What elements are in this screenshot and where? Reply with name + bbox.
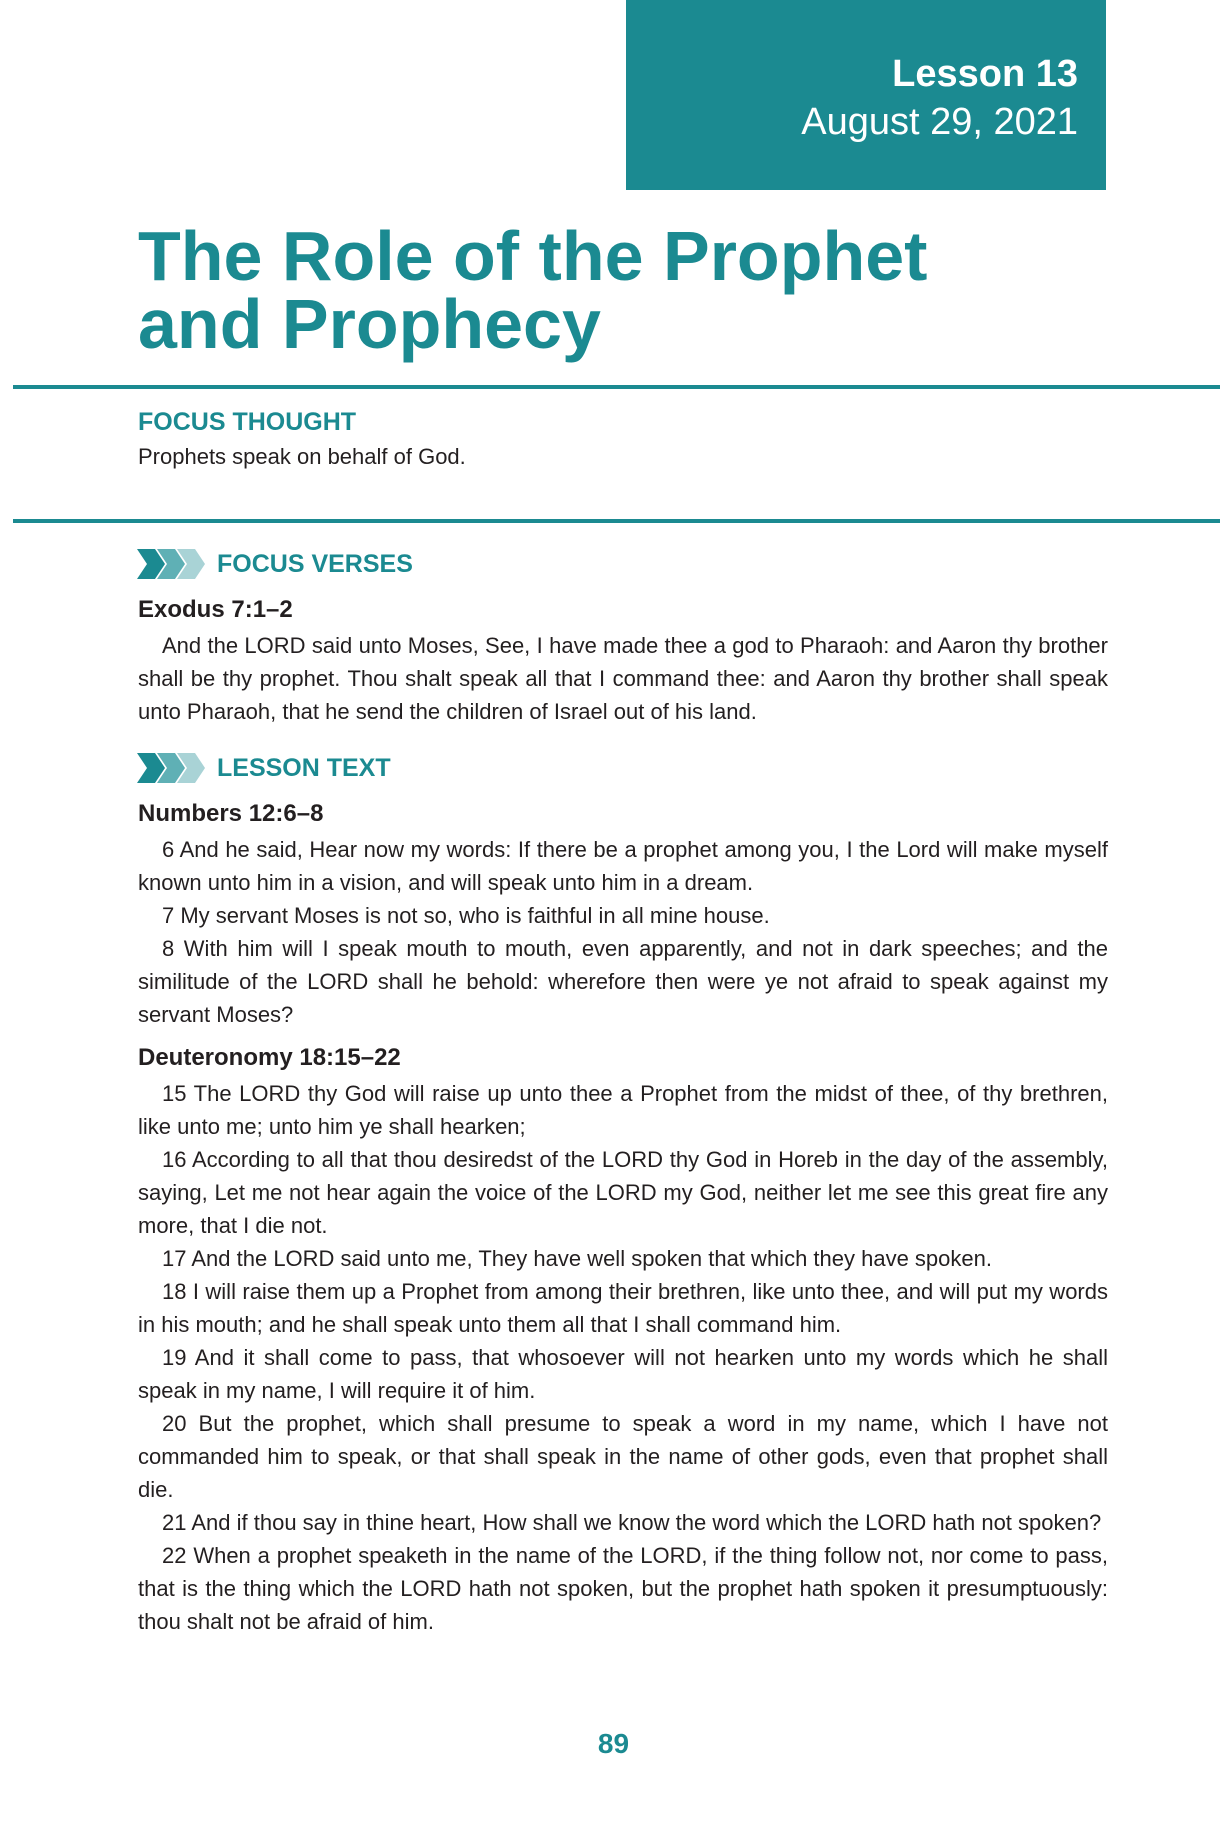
page-number: 89	[597, 1728, 630, 1759]
title-line-2: and Prophecy	[138, 285, 601, 363]
focus-thought-heading: FOCUS THOUGHT	[138, 408, 357, 436]
verse-deut-18-19: 19 And it shall come to pass, that whosoever will not hearken unto my words which he shall speak in my name, I will require it of him.	[138, 1345, 1108, 1403]
lesson-text-heading-row	[137, 753, 391, 783]
chevron-arrows-icon	[137, 549, 205, 579]
focus-verses-text	[138, 629, 1108, 728]
verse-deut-18-16: 16 According to all that thou desiredst of the LORD thy God in Horeb in the day of the assembly, saying, Let me not hear again the voice of the LORD my God, neither let me see this great fire any more, that I die not.	[138, 1147, 1108, 1238]
title-line-1: The Role of the Prophet	[138, 217, 928, 295]
page-title	[138, 217, 928, 363]
passage-reference-numbers: Numbers 12:6–8	[138, 800, 324, 827]
lesson-header-box	[626, 0, 1106, 190]
verse-deut-18-15: 15 The LORD thy God will raise up unto thee a Prophet from the midst of thee, of thy brethren, like unto me; unto him ye shall hearken;	[138, 1081, 1108, 1139]
passage-deuteronomy-text	[138, 1077, 1108, 1638]
focus-verses-heading-row	[137, 549, 413, 579]
lesson-number: Lesson 13	[892, 53, 1078, 95]
focus-verses-heading: FOCUS VERSES	[217, 549, 413, 578]
top-divider	[13, 385, 1220, 389]
chevron-arrows-icon	[137, 753, 205, 783]
verse-numbers-12-8: 8 With him will I speak mouth to mouth, even apparently, and not in dark speeches; and the similitude of the LORD shall he behold: wherefore then were ye not afraid to speak against my servant Moses?	[138, 936, 1108, 1027]
middle-divider	[13, 519, 1220, 523]
verse-deut-18-18: 18 I will raise them up a Prophet from among their brethren, like unto thee, and will put my words in his mouth; and he shall speak unto them all that I shall command him.	[138, 1279, 1108, 1337]
verse-numbers-12-7: 7 My servant Moses is not so, who is faithful in all mine house.	[162, 903, 770, 928]
focus-verse-paragraph: And the LORD said unto Moses, See, I have made thee a god to Pharaoh: and Aaron thy brother shall be thy prophet. Thou shalt speak all that I command thee: and Aaron thy brother shall speak unto Pharaoh, that he send the children of Israel out of his land.	[138, 633, 1108, 724]
lesson-text-heading: LESSON TEXT	[217, 753, 391, 782]
verse-deut-18-20: 20 But the prophet, which shall presume to speak a word in my name, which I have not commanded him to speak, or that shall speak in the name of other gods, even that prophet shall die.	[138, 1411, 1108, 1502]
verse-deut-18-21: 21 And if thou say in thine heart, How shall we know the word which the LORD hath not spoken?	[162, 1510, 1102, 1535]
focus-verses-reference: Exodus 7:1–2	[138, 596, 293, 623]
verse-deut-18-22: 22 When a prophet speaketh in the name of the LORD, if the thing follow not, nor come to pass, that is the thing which the LORD hath not spoken, but the prophet hath spoken it presumptuously: thou shalt not be afraid of him.	[138, 1543, 1108, 1634]
verse-deut-18-17: 17 And the LORD said unto me, They have well spoken that which they have spoken.	[162, 1246, 992, 1271]
passage-numbers-text	[138, 833, 1108, 1031]
lesson-date: August 29, 2021	[801, 101, 1078, 143]
passage-reference-deuteronomy: Deuteronomy 18:15–22	[138, 1044, 401, 1071]
focus-thought-text: Prophets speak on behalf of God.	[138, 444, 466, 469]
verse-numbers-12-6: 6 And he said, Hear now my words: If there be a prophet among you, I the Lord will make myself known unto him in a vision, and will speak unto him in a dream.	[138, 837, 1108, 895]
